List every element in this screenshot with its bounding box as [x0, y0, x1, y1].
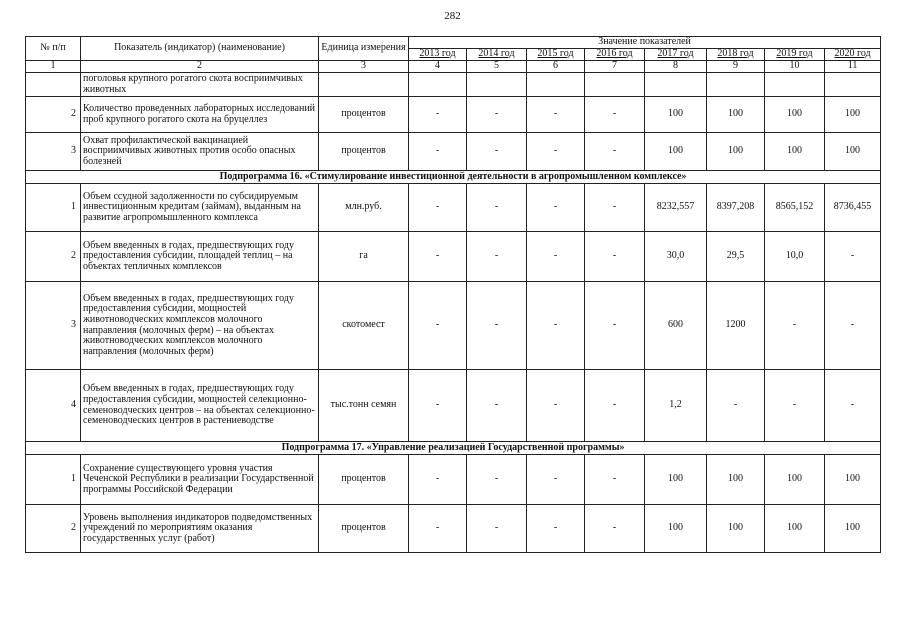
value-cell: -: [409, 505, 467, 553]
value-cell: 100: [645, 455, 707, 505]
value-cell: -: [765, 282, 825, 370]
row-number: 4: [26, 370, 81, 442]
value-cell: 100: [765, 455, 825, 505]
value-cell: -: [409, 282, 467, 370]
value-cell: -: [585, 282, 645, 370]
table-row: [26, 282, 881, 370]
value-cell: -: [585, 505, 645, 553]
header-values-group: Значение показателей: [409, 37, 881, 49]
value-cell: 8565,152: [765, 184, 825, 232]
unit-cell: процентов: [319, 97, 409, 133]
header-year: 2016 год: [585, 49, 645, 61]
value-cell: -: [409, 184, 467, 232]
value-cell: 100: [645, 505, 707, 553]
row-number: 2: [26, 232, 81, 282]
value-cell: -: [467, 97, 527, 133]
table-row: [26, 232, 881, 282]
table-row: [26, 455, 881, 505]
value-cell: -: [585, 232, 645, 282]
unit-cell: скотомест: [319, 282, 409, 370]
value-cell: 100: [825, 505, 881, 553]
table-body-16: [26, 184, 881, 442]
header-year: 2017 год: [645, 49, 707, 61]
col-number: 10: [765, 61, 825, 73]
value-cell: -: [467, 282, 527, 370]
value-cell: -: [585, 370, 645, 442]
table-row: [26, 97, 881, 133]
section-17: [26, 442, 881, 455]
table-body-17: [26, 455, 881, 553]
header-year: 2014 год: [467, 49, 527, 61]
value-cell: 1200: [707, 282, 765, 370]
value-cell: 100: [765, 133, 825, 171]
col-number: 11: [825, 61, 881, 73]
value-cell: -: [585, 133, 645, 171]
row-number: 2: [26, 505, 81, 553]
row-number: 1: [26, 184, 81, 232]
value-cell: 8397,208: [707, 184, 765, 232]
header-year: 2020 год: [825, 49, 881, 61]
value-cell: 1,2: [645, 370, 707, 442]
table-row: [26, 133, 881, 171]
col-number: 6: [527, 61, 585, 73]
value-cell: -: [409, 133, 467, 171]
value-cell: -: [707, 370, 765, 442]
value-cell: [467, 73, 527, 97]
header-year: 2013 год: [409, 49, 467, 61]
value-cell: [765, 73, 825, 97]
value-cell: -: [527, 133, 585, 171]
header-year: 2018 год: [707, 49, 765, 61]
unit-cell: процентов: [319, 455, 409, 505]
col-number: 9: [707, 61, 765, 73]
value-cell: -: [467, 505, 527, 553]
row-number: 3: [26, 133, 81, 171]
section-title: Подпрограмма 16. «Стимулирование инвестиционной деятельности в агропромышленном комплексе»: [26, 171, 881, 184]
unit-cell: процентов: [319, 133, 409, 171]
value-cell: -: [527, 455, 585, 505]
value-cell: -: [409, 232, 467, 282]
value-cell: 10,0: [765, 232, 825, 282]
value-cell: 100: [825, 133, 881, 171]
indicator-name: Сохранение существующего уровня участия Чеченской Республики в реализации Государственной программы Российской Федерации: [81, 455, 319, 505]
value-cell: [825, 73, 881, 97]
header-indicator: Показатель (индикатор) (наименование): [81, 37, 319, 61]
value-cell: -: [825, 282, 881, 370]
page-number: 282: [444, 10, 461, 22]
value-cell: -: [409, 370, 467, 442]
value-cell: 100: [645, 97, 707, 133]
value-cell: -: [467, 232, 527, 282]
value-cell: -: [527, 184, 585, 232]
section-title: Подпрограмма 17. «Управление реализацией Государственной программы»: [26, 442, 881, 455]
value-cell: -: [527, 232, 585, 282]
value-cell: -: [585, 97, 645, 133]
table-body-top: [26, 73, 881, 171]
unit-cell: тыс.тонн семян: [319, 370, 409, 442]
value-cell: [585, 73, 645, 97]
unit-cell: процентов: [319, 505, 409, 553]
header-num: № п/п: [26, 37, 81, 61]
row-number: 3: [26, 282, 81, 370]
value-cell: 100: [765, 505, 825, 553]
value-cell: 8232,557: [645, 184, 707, 232]
value-cell: [409, 73, 467, 97]
value-cell: -: [467, 455, 527, 505]
row-number: [26, 73, 81, 97]
table-row: [26, 505, 881, 553]
col-number: 1: [26, 61, 81, 73]
value-cell: 100: [825, 455, 881, 505]
value-cell: 29,5: [707, 232, 765, 282]
col-number: 7: [585, 61, 645, 73]
indicator-name: Охват профилактической вакцинацией восприимчивых животных против особо опасных болезней: [81, 133, 319, 171]
table-row: [26, 184, 881, 232]
value-cell: 100: [645, 133, 707, 171]
value-cell: -: [527, 505, 585, 553]
value-cell: -: [825, 232, 881, 282]
value-cell: [527, 73, 585, 97]
header-unit: Единица измерения: [319, 37, 409, 61]
row-number: 1: [26, 455, 81, 505]
col-number: 2: [81, 61, 319, 73]
value-cell: -: [585, 184, 645, 232]
value-cell: -: [765, 370, 825, 442]
indicator-name: поголовья крупного рогатого скота восприимчивых животных: [81, 73, 319, 97]
table-row: [26, 73, 881, 97]
indicator-name: Объем ссудной задолженности по субсидируемым инвестиционным кредитам (займам), выданным на развитие агропромышленного комплекса: [81, 184, 319, 232]
value-cell: -: [825, 370, 881, 442]
col-number: 4: [409, 61, 467, 73]
value-cell: 100: [707, 133, 765, 171]
indicator-name: Объем введенных в годах, предшествующих году предоставления субсидии, мощностей селекционно-семеноводческих центров – на объектах селекционно- семеноводческих центров в растениеводстве: [81, 370, 319, 442]
table-row: [26, 370, 881, 442]
value-cell: 100: [707, 505, 765, 553]
value-cell: [707, 73, 765, 97]
value-cell: 100: [825, 97, 881, 133]
unit-cell: млн.руб.: [319, 184, 409, 232]
value-cell: -: [409, 455, 467, 505]
value-cell: 100: [707, 455, 765, 505]
unit-cell: [319, 73, 409, 97]
indicators-table: [25, 36, 881, 553]
value-cell: -: [467, 184, 527, 232]
table-header: [26, 37, 881, 73]
indicator-name: Объем введенных в годах, предшествующих году предоставления субсидии, площадей теплиц – на объектах тепличных комплексов: [81, 232, 319, 282]
header-year: 2015 год: [527, 49, 585, 61]
indicator-name: Уровень выполнения индикаторов подведомственных учреждений по мероприятиям оказания государственных услуг (работ): [81, 505, 319, 553]
value-cell: -: [467, 133, 527, 171]
value-cell: 100: [707, 97, 765, 133]
value-cell: 100: [765, 97, 825, 133]
value-cell: -: [409, 97, 467, 133]
col-number: 8: [645, 61, 707, 73]
value-cell: 30,0: [645, 232, 707, 282]
value-cell: -: [527, 370, 585, 442]
value-cell: 600: [645, 282, 707, 370]
column-numbers-row: [26, 61, 881, 73]
indicator-name: Количество проведенных лабораторных исследований проб крупного рогатого скота на бруцеллез: [81, 97, 319, 133]
col-number: 5: [467, 61, 527, 73]
indicator-name: Объем введенных в годах, предшествующих году предоставления субсидии, мощностей животноводческих комплексов молочного направления (молочных ферм) – на объектах животноводческих комплексов молочного направления (молочных ферм): [81, 282, 319, 370]
row-number: 2: [26, 97, 81, 133]
header-year: 2019 год: [765, 49, 825, 61]
col-number: 3: [319, 61, 409, 73]
value-cell: 8736,455: [825, 184, 881, 232]
section-16: [26, 171, 881, 184]
value-cell: -: [527, 282, 585, 370]
unit-cell: га: [319, 232, 409, 282]
value-cell: [645, 73, 707, 97]
value-cell: -: [467, 370, 527, 442]
value-cell: -: [585, 455, 645, 505]
value-cell: -: [527, 97, 585, 133]
